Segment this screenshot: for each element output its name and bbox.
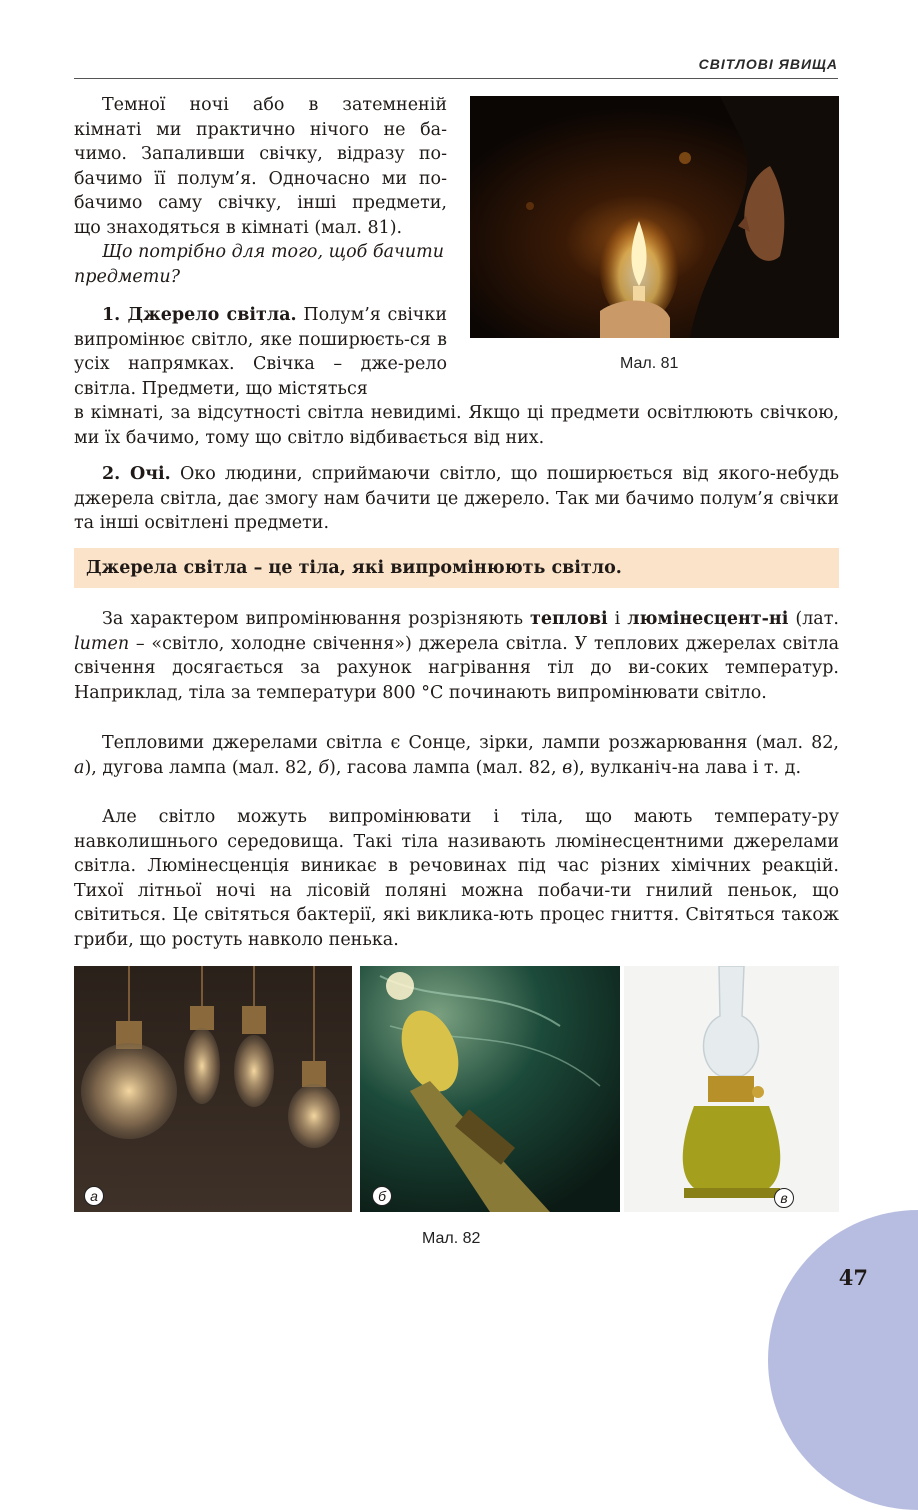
figure-82a-bulbs-photo [74, 966, 352, 1212]
figure-82-caption: Мал. 82 [422, 1230, 481, 1247]
section-1-text-start: Полум’я свічки випромінює світло, яке поширюєть-ся в усіх напрямках. Свічка – дже-рело світла. Предмети, що містяться [74, 305, 447, 399]
figure-81-caption: Мал. 81 [620, 355, 679, 372]
running-header: СВІТЛОВІ ЯВИЩА [698, 56, 838, 72]
ref-letter: а [74, 757, 85, 778]
ref-letter: б [318, 757, 330, 778]
intro-line: що знаходяться в кімнаті (мал. 81). [74, 217, 403, 238]
section-1-continuation: в кімнаті, за відсутності світла невидимі. Якщо ці предмети освітлюють свічкою, ми їх бачимо, тому що світло відбивається від них. [74, 403, 839, 448]
body-paragraph-3 [74, 805, 839, 952]
ref-letter: в [562, 757, 573, 778]
figure-82c-label: в [774, 1188, 794, 1208]
figure-82c-kerosene-lamp-photo [624, 966, 839, 1212]
section-2-paragraph [74, 462, 839, 536]
intro-line: бачимо її полум’я. Одночасно ми по- [74, 168, 447, 189]
text-run: Тепловими джерелами світла є Сонце, зірки, лампи розжарювання (мал. 82, [102, 733, 839, 753]
section-2-text: Око людини, сприймаючи світло, що поширюється від якого-небудь джерела світла, дає змогу нам бачити це джерело. Так ми бачимо полум’я свічки та інші освітлені предмети. [74, 464, 839, 533]
text-run: і [607, 609, 628, 629]
intro-line: бачимо саму свічку, інші предмети, [74, 193, 447, 213]
intro-line: чимо. Запаливши свічку, відразу по- [74, 144, 447, 164]
intro-line: Темної ночі або в затемненій [102, 95, 447, 115]
body-paragraph-1 [74, 607, 839, 705]
intro-line: кімнаті ми практично нічого не ба- [74, 119, 447, 140]
term-luminescent: люмінесцент-ні [627, 609, 789, 629]
text-run: ), вулканіч-на лава і т. д. [572, 757, 802, 778]
figure-82b-label: б [372, 1186, 392, 1206]
text-run: – «світло, холодне свічення») джерела світла. У теплових джерелах світла свічення досягається за рахунок нагрівання тіл до ви-соких температур. Наприклад, тіла за температури 800 °С починають випромінювати світло. [74, 633, 839, 703]
section-2-heading: 2. Очі. [102, 464, 171, 484]
text-run: ), гасова лампа (мал. 82, [329, 757, 563, 778]
text-run: ), дугова лампа (мал. 82, [84, 757, 319, 778]
latin-term: lumen [74, 633, 130, 654]
figure-81-candle-photo [470, 96, 839, 338]
text-run: (лат. [788, 609, 839, 629]
intro-paragraph [74, 93, 447, 240]
page-number: 47 [838, 1265, 868, 1290]
section-1-paragraph [74, 303, 447, 401]
text-run: Але світло можуть випромінювати і тіла, що мають температу-ру навколишнього середовища. Такі тіла називають люмінесцентними джерелами світла. Люмінесценція виникає в речовинах під час різних хімічних реакцій. Тихої літньої ночі на лісовій поляні можна побачи-ти гнилий пеньок, що світиться. Це світяться бактерії, які виклика-ють процес гниття. Світяться також гриби, що ростуть навколо пенька. [74, 807, 839, 950]
header-rule [74, 78, 838, 79]
page-corner-decoration [768, 1210, 918, 1510]
text-run: За характером випромінювання розрізняють [102, 609, 531, 629]
figure-82b-arc-lamp-photo [360, 966, 620, 1212]
definition-box: Джерела світла – це тіла, які випромінюють світло. [74, 548, 839, 588]
term-thermal: теплові [530, 609, 608, 629]
intro-question: Що потрібно для того, щоб бачити предмети? [74, 242, 445, 287]
body-paragraph-2 [74, 731, 839, 780]
figure-82a-label: а [84, 1186, 104, 1206]
section-1-heading: 1. Джерело світла. [102, 305, 297, 325]
